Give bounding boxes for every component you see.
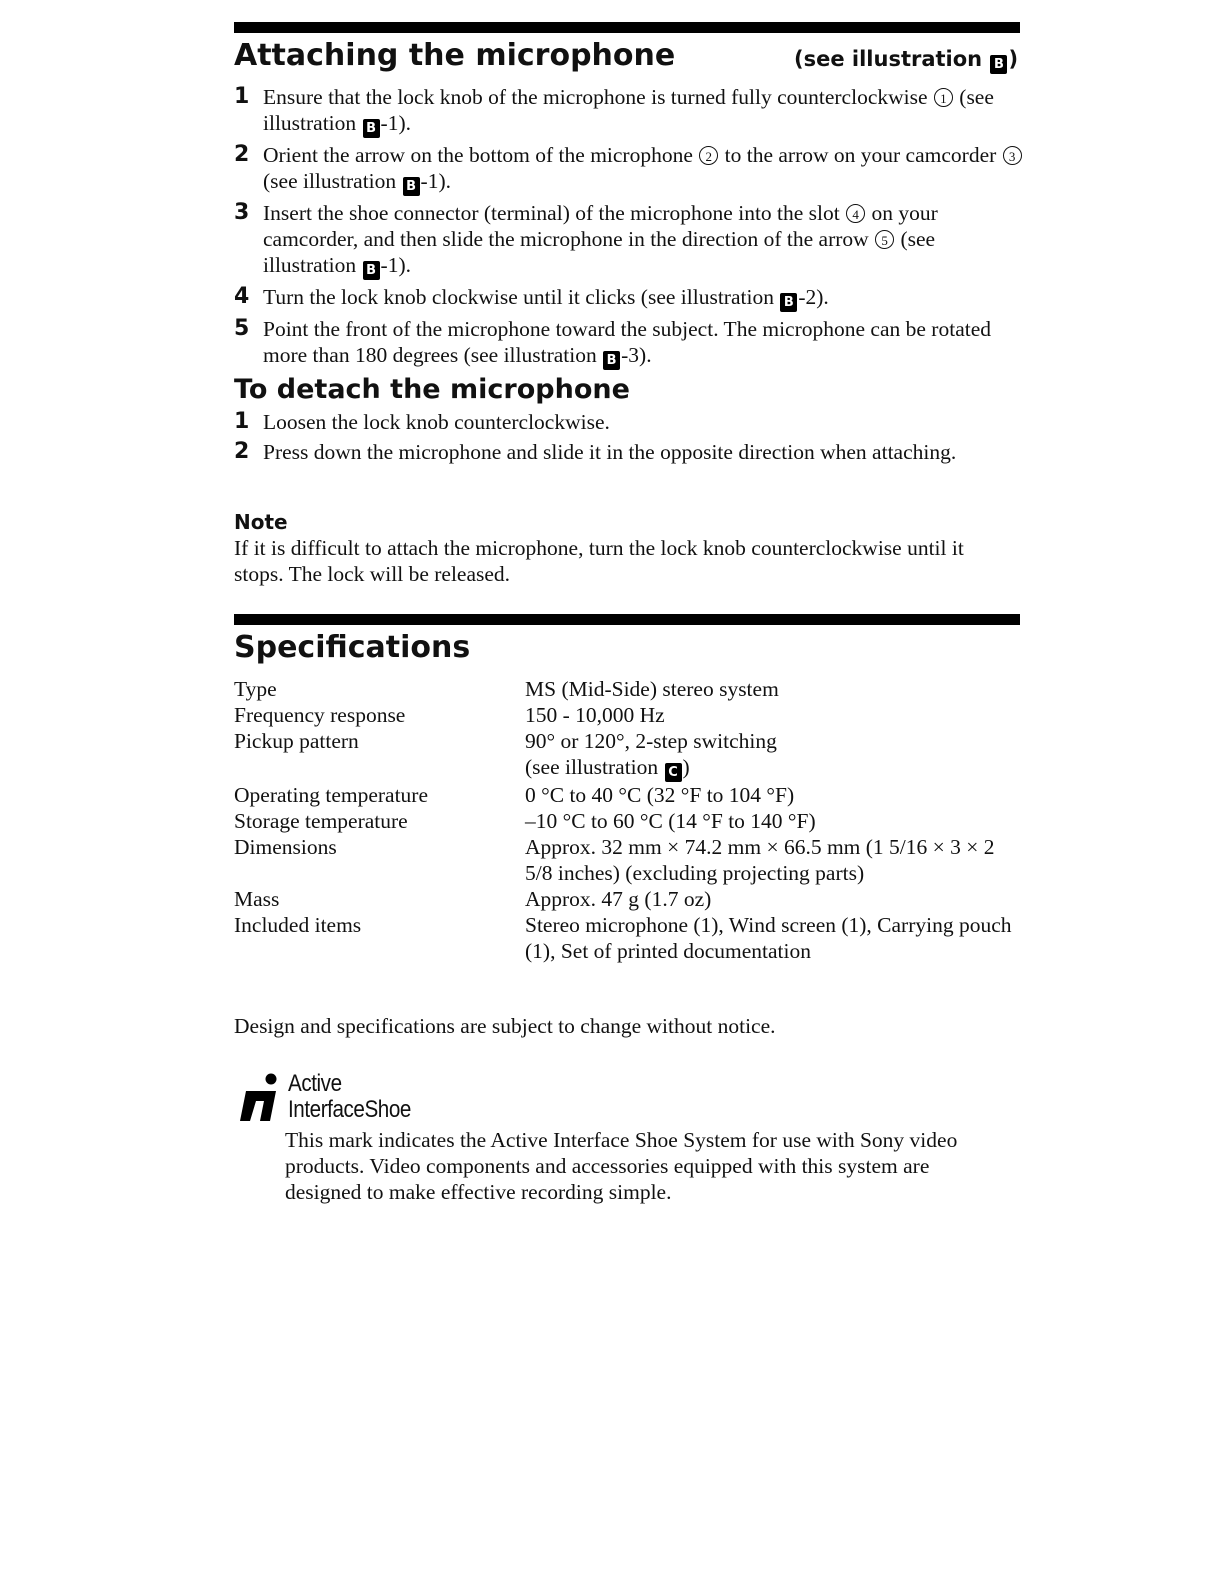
spec-key: Included items — [234, 913, 362, 937]
illustration-b-box: B — [363, 261, 380, 280]
detach-step-2 — [234, 439, 1024, 465]
spec-value: Approx. 32 mm × 74.2 mm × 66.5 mm (1 5/16 × 3 × 2 5/8 inches) (excluding projecting parts) — [525, 835, 995, 885]
spec-key: Operating temperature — [234, 783, 429, 807]
spec-key: Dimensions — [234, 835, 337, 859]
step-text: Loosen the lock knob counterclockwise. — [263, 410, 610, 434]
spec-key: Pickup pattern — [234, 729, 359, 753]
attaching-steps — [234, 84, 1024, 374]
spec-value: 150 - 10,000 Hz — [525, 703, 665, 727]
callout-1: 1 — [934, 88, 953, 107]
spec-row-storage-temp — [234, 808, 1020, 834]
specs-table — [234, 676, 1020, 964]
step-text: -1). — [380, 111, 411, 135]
specs-title: Specifications — [234, 630, 471, 665]
ais-logo-text — [288, 1071, 411, 1123]
step-text: (see illustration — [263, 169, 397, 193]
spec-value: 0 °C to 40 °C (32 °F to 104 °F) — [525, 783, 795, 807]
spec-key: Frequency response — [234, 703, 406, 727]
step-text: -1). — [380, 253, 411, 277]
spec-value: Stereo microphone (1), Wind screen (1), Carrying pouch (1), Set of printed documentation — [525, 913, 1012, 963]
step-text: Ensure that the lock knob of the microphone is turned fully counterclockwise — [263, 85, 928, 109]
step-text: Press down the microphone and slide it in the opposite direction when attaching. — [263, 440, 957, 464]
step-text: (see illustration — [263, 85, 994, 135]
step-number: 5 — [234, 316, 250, 341]
spec-row-pickup — [234, 728, 1020, 782]
spec-row-operating-temp — [234, 782, 1020, 808]
step-number: 1 — [234, 84, 250, 109]
illustration-b-box: B — [403, 177, 420, 196]
ais-logo-line1: Active — [288, 1070, 342, 1097]
spec-value-line: 90° or 120°, 2-step switching — [525, 729, 777, 753]
specs-table-wrap — [234, 676, 1020, 964]
see-prefix: (see illustration — [794, 47, 983, 71]
step-text: -2). — [798, 285, 829, 309]
spec-key: Mass — [234, 887, 280, 911]
spec-row-included — [234, 912, 1020, 964]
step-number: 4 — [234, 284, 250, 309]
spec-value: –10 °C to 60 °C (14 °F to 140 °F) — [525, 809, 816, 833]
attaching-step-2 — [234, 142, 1024, 196]
spec-key: Type — [234, 677, 277, 701]
spec-value-text: ) — [682, 755, 690, 779]
ais-logo-line2: InterfaceShoe — [288, 1096, 411, 1123]
spec-value: MS (Mid-Side) stereo system — [525, 677, 779, 701]
callout-5: 5 — [875, 230, 894, 249]
ais-description: This mark indicates the Active Interface Shoe System for use with Sony video products. Video components and accessories equipped with this system are designed to make effective recording simple. — [285, 1128, 958, 1204]
spec-row-mass — [234, 886, 1020, 912]
detach-step-1 — [234, 409, 1024, 435]
step-text: Orient the arrow on the bottom of the microphone — [263, 143, 693, 167]
attaching-step-4 — [234, 284, 1024, 312]
spec-row-type — [234, 676, 1020, 702]
step-number: 2 — [234, 142, 250, 167]
spec-row-dimensions — [234, 834, 1020, 886]
step-text: -1). — [420, 169, 451, 193]
spec-value-text: (see illustration — [525, 755, 659, 779]
illustration-b-box: B — [363, 119, 380, 138]
step-number: 1 — [234, 409, 250, 434]
step-text: Insert the shoe connector (terminal) of the microphone into the slot — [263, 201, 840, 225]
step-text: Point the front of the microphone toward the subject. The microphone can be rotated more than 180 degrees (see illustration — [263, 317, 991, 367]
step-text: (see illustration — [263, 227, 936, 277]
illustration-c-box: C — [665, 763, 682, 782]
step-text: on your camcorder, and then slide the microphone in the direction of the arrow — [263, 201, 938, 251]
note-text: If it is difficult to attach the microphone, turn the lock knob counterclockwise until it stops. The lock will be released. — [234, 536, 964, 586]
active-interface-shoe-logo-icon — [240, 1073, 282, 1123]
specs-footer: Design and specifications are subject to change without notice. — [234, 1014, 776, 1038]
illustration-b-box: B — [780, 293, 797, 312]
attaching-see-illustration — [794, 46, 1018, 74]
step-text: -3). — [621, 343, 652, 367]
note-title: Note — [234, 510, 288, 534]
step-number: 2 — [234, 439, 250, 464]
spec-value — [525, 728, 1020, 782]
spec-value-line — [525, 754, 1020, 782]
illustration-b-box: B — [990, 55, 1007, 74]
spec-row-frequency — [234, 702, 1020, 728]
step-number: 3 — [234, 200, 250, 225]
attaching-step-5 — [234, 316, 1024, 370]
spec-value: Approx. 47 g (1.7 oz) — [525, 887, 712, 911]
spec-key: Storage temperature — [234, 809, 408, 833]
top-rule — [234, 22, 1020, 33]
detach-steps — [234, 409, 1024, 469]
step-text: to the arrow on your camcorder — [724, 143, 997, 167]
callout-3: 3 — [1003, 146, 1022, 165]
callout-2: 2 — [699, 146, 718, 165]
attaching-title: Attaching the microphone — [234, 38, 676, 73]
detach-title: To detach the microphone — [234, 374, 630, 405]
callout-4: 4 — [846, 204, 865, 223]
attaching-step-1 — [234, 84, 1024, 138]
attaching-step-3 — [234, 200, 1024, 280]
see-suffix: ) — [1008, 47, 1019, 71]
specs-rule — [234, 614, 1020, 625]
illustration-b-box: B — [603, 351, 620, 370]
step-text: Turn the lock knob clockwise until it clicks (see illustration — [263, 285, 774, 309]
